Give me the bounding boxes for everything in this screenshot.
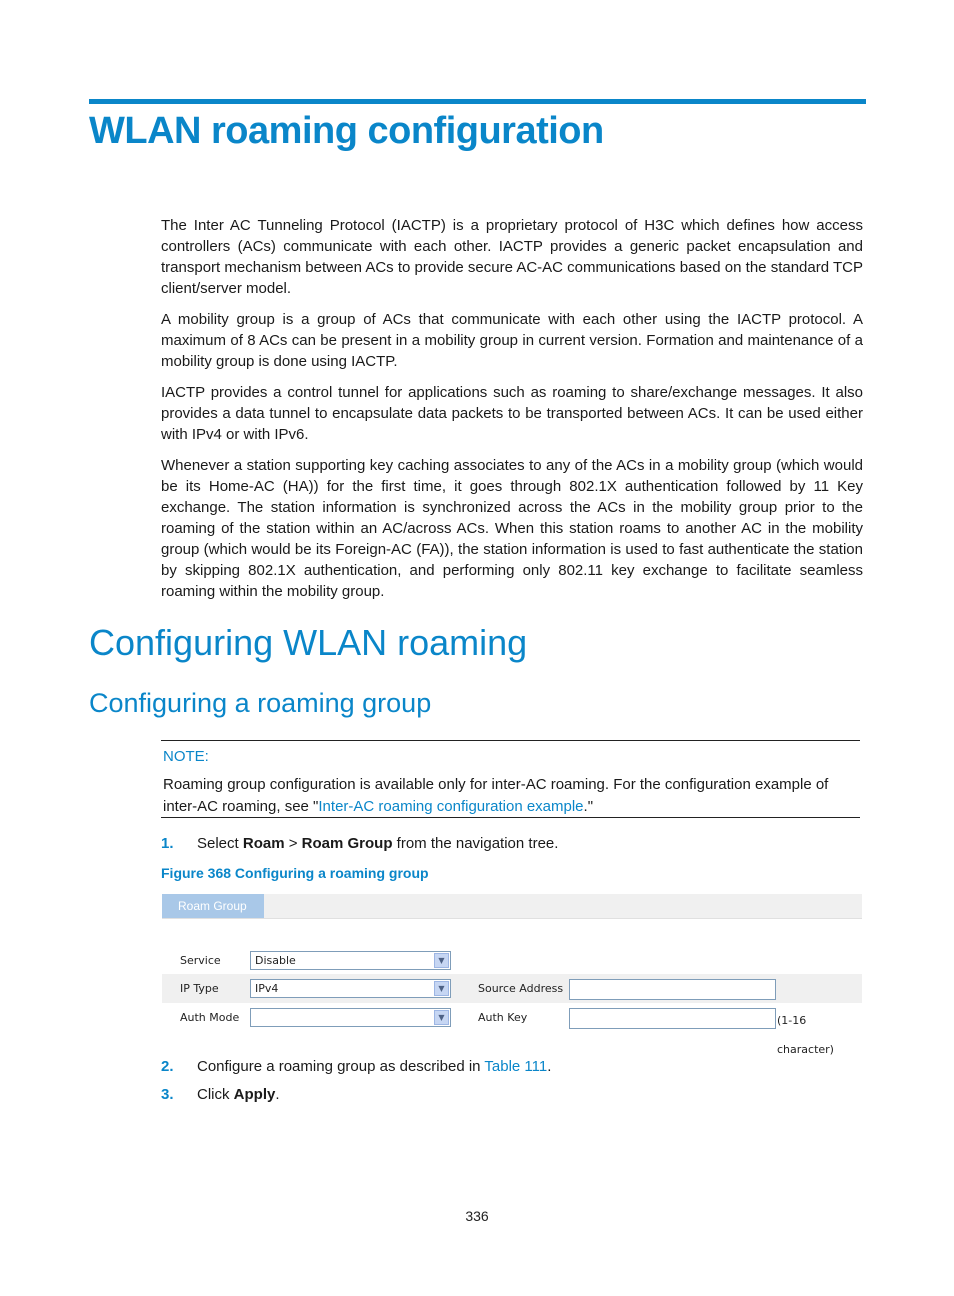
step-text-pre: Configure a roaming group as described in [197, 1058, 485, 1075]
subsection-title: Configuring a roaming group [89, 688, 432, 718]
figure-caption: Figure 368 Configuring a roaming group [161, 865, 429, 881]
auth-mode-select[interactable] [250, 1008, 451, 1027]
source-address-input[interactable] [569, 979, 776, 1000]
step-text-post: . [547, 1058, 552, 1075]
intro-paragraph-3: IACTP provides a control tunnel for applications such as roaming to share/exchange messages. It also provides a data tunnel to encapsulate data packets to be transported between ACs. It can be used either with IPv4 or with IPv6. [161, 384, 863, 443]
step-text-pre: Select [197, 835, 243, 852]
service-select[interactable] [250, 951, 451, 970]
table-link[interactable]: Table 111 [484, 1058, 548, 1075]
ip-type-label: IP Type [180, 982, 219, 995]
note-box [161, 740, 860, 818]
step-text-separator: > [284, 835, 302, 852]
step-text-post: from the navigation tree. [392, 835, 559, 852]
form-row-auth [162, 1003, 862, 1056]
page-number: 336 [465, 1208, 489, 1224]
auth-mode-label: Auth Mode [180, 1011, 240, 1024]
auth-key-label: Auth Key [478, 1011, 528, 1024]
chevron-down-icon[interactable]: ▼ [434, 1010, 449, 1025]
step-number: 1. [161, 835, 174, 852]
chapter-title-rule [89, 99, 866, 104]
tab-roam-group[interactable]: Roam Group [162, 894, 264, 918]
intro-paragraph-4: Whenever a station supporting key caching associates to any of the ACs in a mobility group (which would be its Home-AC (HA)) for the first time, it goes through 802.1X authentication followed by 11 Key exchange. The station information is synchronized across the ACs in the mobility group prior to the roaming of the station within an AC/across ACs. When this station roams to another AC in the mobility group (which would be its Foreign-AC (FA)), the station information is used to fast authenticate the station by skipping 802.1X authentication, and performing only 802.11 key exchange to facilitate seamless roaming within the mobility group. [161, 457, 863, 600]
service-select-value: Disable [255, 954, 296, 967]
note-link[interactable]: Inter-AC roaming configuration example [318, 798, 584, 815]
step-text [197, 835, 558, 852]
form-row-service [162, 946, 862, 975]
step-text [197, 1086, 280, 1103]
auth-key-input[interactable] [569, 1008, 776, 1029]
form-row-ip-type [162, 974, 862, 1003]
service-label: Service [180, 954, 221, 967]
source-address-label: Source Address [478, 982, 564, 995]
apply-label: Apply [233, 1086, 276, 1103]
step-number: 2. [161, 1058, 174, 1075]
step-number: 3. [161, 1086, 174, 1103]
step-text-post: . [275, 1086, 280, 1103]
menu-roam: Roam [242, 835, 285, 852]
intro-paragraph-2: A mobility group is a group of ACs that communicate with each other using the IACTP protocol. A maximum of 8 ACs can be present in a mobility group in current version. Formation and maintenance of a mobility group is done using IACTP. [161, 311, 863, 370]
step-text-pre: Click [197, 1086, 234, 1103]
note-text [163, 774, 860, 818]
tab-bar [162, 894, 862, 919]
note-text-before: Roaming group configuration is available only for inter-AC roaming. For the configuration example of inter-AC roaming, see " [163, 776, 829, 815]
step-text [197, 1058, 551, 1075]
ip-type-select-value: IPv4 [255, 982, 279, 995]
section-title: Configuring WLAN roaming [89, 622, 528, 663]
chevron-down-icon[interactable]: ▼ [434, 981, 449, 996]
chevron-down-icon[interactable]: ▼ [434, 953, 449, 968]
intro-paragraph-1: The Inter AC Tunneling Protocol (IACTP) is a proprietary protocol of H3C which defines how access controllers (ACs) communicate with each other. IACTP provides a generic packet encapsulation and transport mechanism between ACs to provide secure AC-AC communications based on the standard TCP client/server model. [161, 217, 863, 297]
menu-roam-group: Roam Group [301, 835, 393, 852]
chapter-title: WLAN roaming configuration [89, 110, 604, 152]
note-label: NOTE: [163, 748, 209, 765]
auth-key-hint: (1-16 character) [777, 1014, 834, 1056]
note-text-after: ." [583, 798, 594, 815]
ip-type-select[interactable] [250, 979, 451, 998]
